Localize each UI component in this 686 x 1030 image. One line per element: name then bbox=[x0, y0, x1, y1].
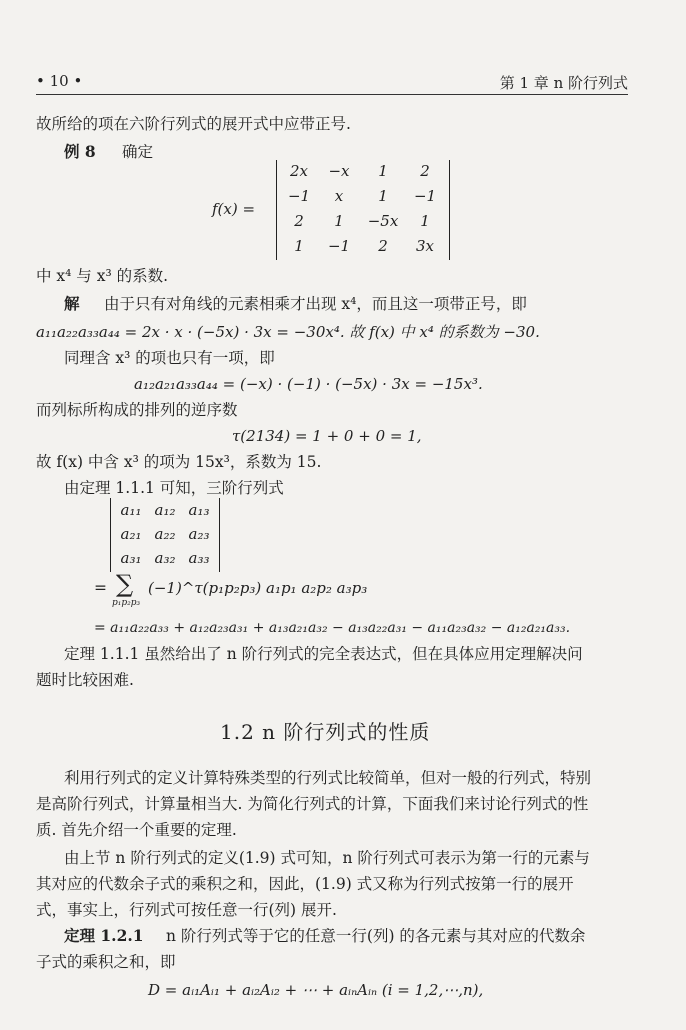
sigma-subscript: p₁p₂p₃ bbox=[112, 598, 141, 608]
matrix-cell: 3x bbox=[415, 237, 434, 255]
matrix-cell: −1 bbox=[327, 237, 351, 255]
equals-sign: = bbox=[94, 579, 107, 597]
matrix-cell: a₁₁ bbox=[120, 501, 142, 519]
text-line: 由定理 1.1.1 可知，三阶行列式 bbox=[64, 479, 284, 497]
text-line: 是高阶行列式，计算量相当大. 为简化行列式的计算，下面我们来讨论行列式的性 bbox=[36, 795, 589, 813]
equation-line: D = aᵢ₁Aᵢ₁ + aᵢ₂Aᵢ₂ + ⋯ + aᵢₙAᵢₙ (i = 1,2,⋯,n), bbox=[148, 981, 484, 999]
equation-line: a₁₂a₂₁a₃₃a₄₄ = (−x) · (−1) · (−5x) · 3x = −15x³. bbox=[134, 375, 483, 393]
solution-label: 解 bbox=[64, 294, 80, 313]
text-line: 定理 1.1.1 虽然给出了 n 阶行列式的完全表达式，但在具体应用定理解决问 bbox=[64, 645, 583, 663]
determinant-4x4 bbox=[276, 160, 450, 260]
matrix-cell: a₂₂ bbox=[154, 525, 176, 543]
matrix-cell: a₁₃ bbox=[188, 501, 210, 519]
matrix-cell: 1 bbox=[378, 162, 388, 180]
matrix-cell: x bbox=[334, 187, 344, 205]
chapter-header: 第 1 章 n 阶行列式 bbox=[499, 74, 628, 92]
text-line: 其对应的代数余子式的乘积之和，因此，(1.9) 式又称为行列式按第一行的展开 bbox=[36, 875, 574, 893]
text-line: 子式的乘积之和，即 bbox=[36, 953, 176, 971]
section-heading: 1.2 n 阶行列式的性质 bbox=[220, 720, 431, 744]
matrix-cell: a₁₂ bbox=[154, 501, 176, 519]
page-number: • 10 • bbox=[36, 72, 83, 90]
example-label: 例 8 bbox=[64, 142, 96, 161]
matrix-cell: 2 bbox=[294, 212, 304, 230]
matrix-cell: 1 bbox=[378, 187, 388, 205]
matrix-cell: 1 bbox=[420, 212, 430, 230]
determinant-3x3 bbox=[110, 498, 220, 572]
text-line: n 阶行列式等于它的任意一行(列) 的各元素与其对应的代数余 bbox=[166, 927, 586, 945]
text-line: 利用行列式的定义计算特殊类型的行列式比较简单，但对一般的行列式，特别 bbox=[64, 769, 592, 787]
matrix-cell: 2x bbox=[289, 162, 308, 180]
text-line: 由上节 n 阶行列式的定义(1.9) 式可知，n 阶行列式可表示为第一行的元素与 bbox=[64, 849, 590, 867]
matrix-cell: −x bbox=[328, 162, 350, 180]
text-line: 故所给的项在六阶行列式的展开式中应带正号. bbox=[36, 115, 351, 133]
sigma-symbol: ∑ bbox=[116, 570, 134, 598]
matrix-cell: a₃₁ bbox=[120, 549, 142, 567]
text-line: 由于只有对角线的元素相乘才出现 x⁴，而且这一项带正号，即 bbox=[104, 295, 527, 313]
matrix-cell: −5x bbox=[367, 212, 399, 230]
matrix-cell: a₂₃ bbox=[188, 525, 210, 543]
text-line: 而列标所构成的排列的逆序数 bbox=[36, 401, 238, 419]
text-line: 故 f(x) 中含 x³ 的项为 15x³，系数为 15. bbox=[36, 453, 322, 471]
text-line: 质. 首先介绍一个重要的定理. bbox=[36, 821, 237, 839]
matrix-cell: a₂₁ bbox=[120, 525, 142, 543]
text-line: 中 x⁴ 与 x³ 的系数. bbox=[36, 267, 169, 285]
equation-line: τ(2134) = 1 + 0 + 0 = 1, bbox=[232, 427, 422, 445]
matrix-cell: 2 bbox=[420, 162, 430, 180]
text-line: 式，事实上，行列式可按任意一行(列) 展开. bbox=[36, 901, 337, 919]
equation-line: (−1)^τ(p₁p₂p₃) a₁p₁ a₂p₂ a₃p₃ bbox=[148, 579, 368, 597]
matrix-cell: −1 bbox=[413, 187, 437, 205]
function-lhs: f(x) = bbox=[212, 200, 256, 218]
text-line: 题时比较困难. bbox=[36, 671, 134, 689]
matrix-cell: 1 bbox=[294, 237, 304, 255]
equation-line: = a₁₁a₂₂a₃₃ + a₁₂a₂₃a₃₁ + a₁₃a₂₁a₃₂ − a₁₃a₂₂a₃₁ − a₁₁a₂₃a₃₂ − a₁₂a₂₁a₃₃. bbox=[94, 620, 571, 636]
matrix-cell: −1 bbox=[287, 187, 311, 205]
text-line: 确定 bbox=[122, 143, 154, 161]
matrix-cell: 1 bbox=[334, 212, 344, 230]
matrix-cell: 2 bbox=[378, 237, 388, 255]
equation-line: a₁₁a₂₂a₃₃a₄₄ = 2x · x · (−5x) · 3x = −30x⁴. 故 f(x) 中 x⁴ 的系数为 −30. bbox=[36, 323, 540, 341]
text-line: 同理含 x³ 的项也只有一项，即 bbox=[64, 349, 275, 367]
theorem-label: 定理 1.2.1 bbox=[64, 926, 144, 945]
matrix-cell: a₃₃ bbox=[188, 549, 210, 567]
matrix-cell: a₃₂ bbox=[154, 549, 176, 567]
header-rule bbox=[36, 94, 628, 95]
